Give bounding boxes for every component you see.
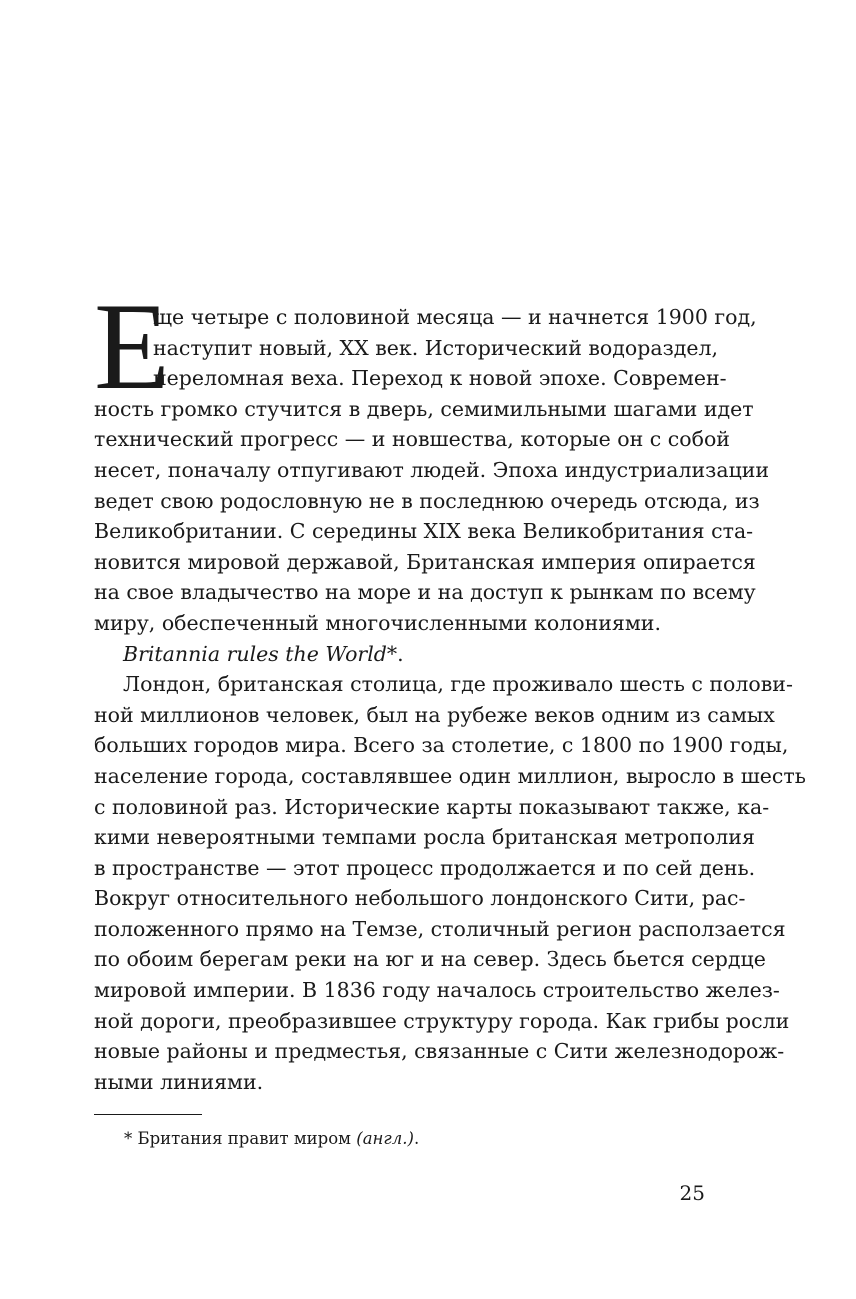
text-line: ной миллионов человек, был на рубеже веков одним из самых [94,702,775,727]
text-line: положенного прямо на Темзе, столичный регион расползается [94,916,786,941]
text-line: ными линиями. [94,1069,264,1094]
text-line: в пространстве — этот процесс продолжается и по сей день. [94,855,756,880]
footnote [124,1126,419,1152]
drop-cap: Е [94,278,170,415]
footnote-end: . [413,1129,420,1148]
footnote-language-note: (англ.) [356,1129,414,1148]
text-line: Лондон, британская столица, где проживало шесть с полови- [123,672,793,697]
text-line: переломная веха. Переход к новой эпохе. Современ- [153,366,727,391]
text-line: Великобритании. С середины XIX века Великобритания ста- [94,519,754,544]
text-line: несет, поначалу отпугивают людей. Эпоха индустриализации [94,457,770,482]
text-line: ведет свою родословную не в последнюю очередь отсюда, из [94,488,760,513]
quote-line [94,639,705,670]
text-line: технический прогресс — и новшества, которые он с собой [94,427,730,452]
text-line: ще четыре с половиной месяца — и начнется 1900 год, [153,305,757,329]
text-line: население города, составлявшее один миллион, выросло в шесть [94,763,806,788]
footnote-divider [94,1114,202,1115]
page-number: 25 [679,1181,705,1205]
text-line: мировой империи. В 1836 году началось строительство желез- [94,978,780,1003]
text-line: миру, обеспеченный многочисленными колониями. [94,610,661,635]
text-line: по обоим берегам реки на юг и на север. Здесь бьется сердце [94,947,766,972]
text-line: новые районы и предместья, связанные с Сити железнодорож- [94,1039,785,1064]
text-line: больших городов мира. Всего за столетие, с 1800 по 1900 годы, [94,733,789,758]
footnote-text: * Британия правит миром [124,1129,357,1148]
text-line: новится мировой державой, Британская империя опирается [94,549,756,574]
footnote-marker: *. [386,641,404,666]
text-line: Вокруг относительного небольшого лондонского Сити, рас- [94,886,746,911]
text-line: на свое владычество на море и на доступ к рынкам по всему [94,580,756,605]
quote-text: Britannia rules the World [123,641,387,666]
text-line: ность громко стучится в дверь, семимильными шагами идет [94,396,754,421]
text-line: кими невероятными темпами росла британская метрополия [94,825,755,850]
text-line: наступит новый, XX век. Исторический водораздел, [153,335,719,360]
text-line: с половиной раз. Исторические карты показывают также, ка- [94,794,770,819]
text-line: ной дороги, преобразившее структуру города. Как грибы росли [94,1008,790,1033]
body-text [94,302,806,1097]
